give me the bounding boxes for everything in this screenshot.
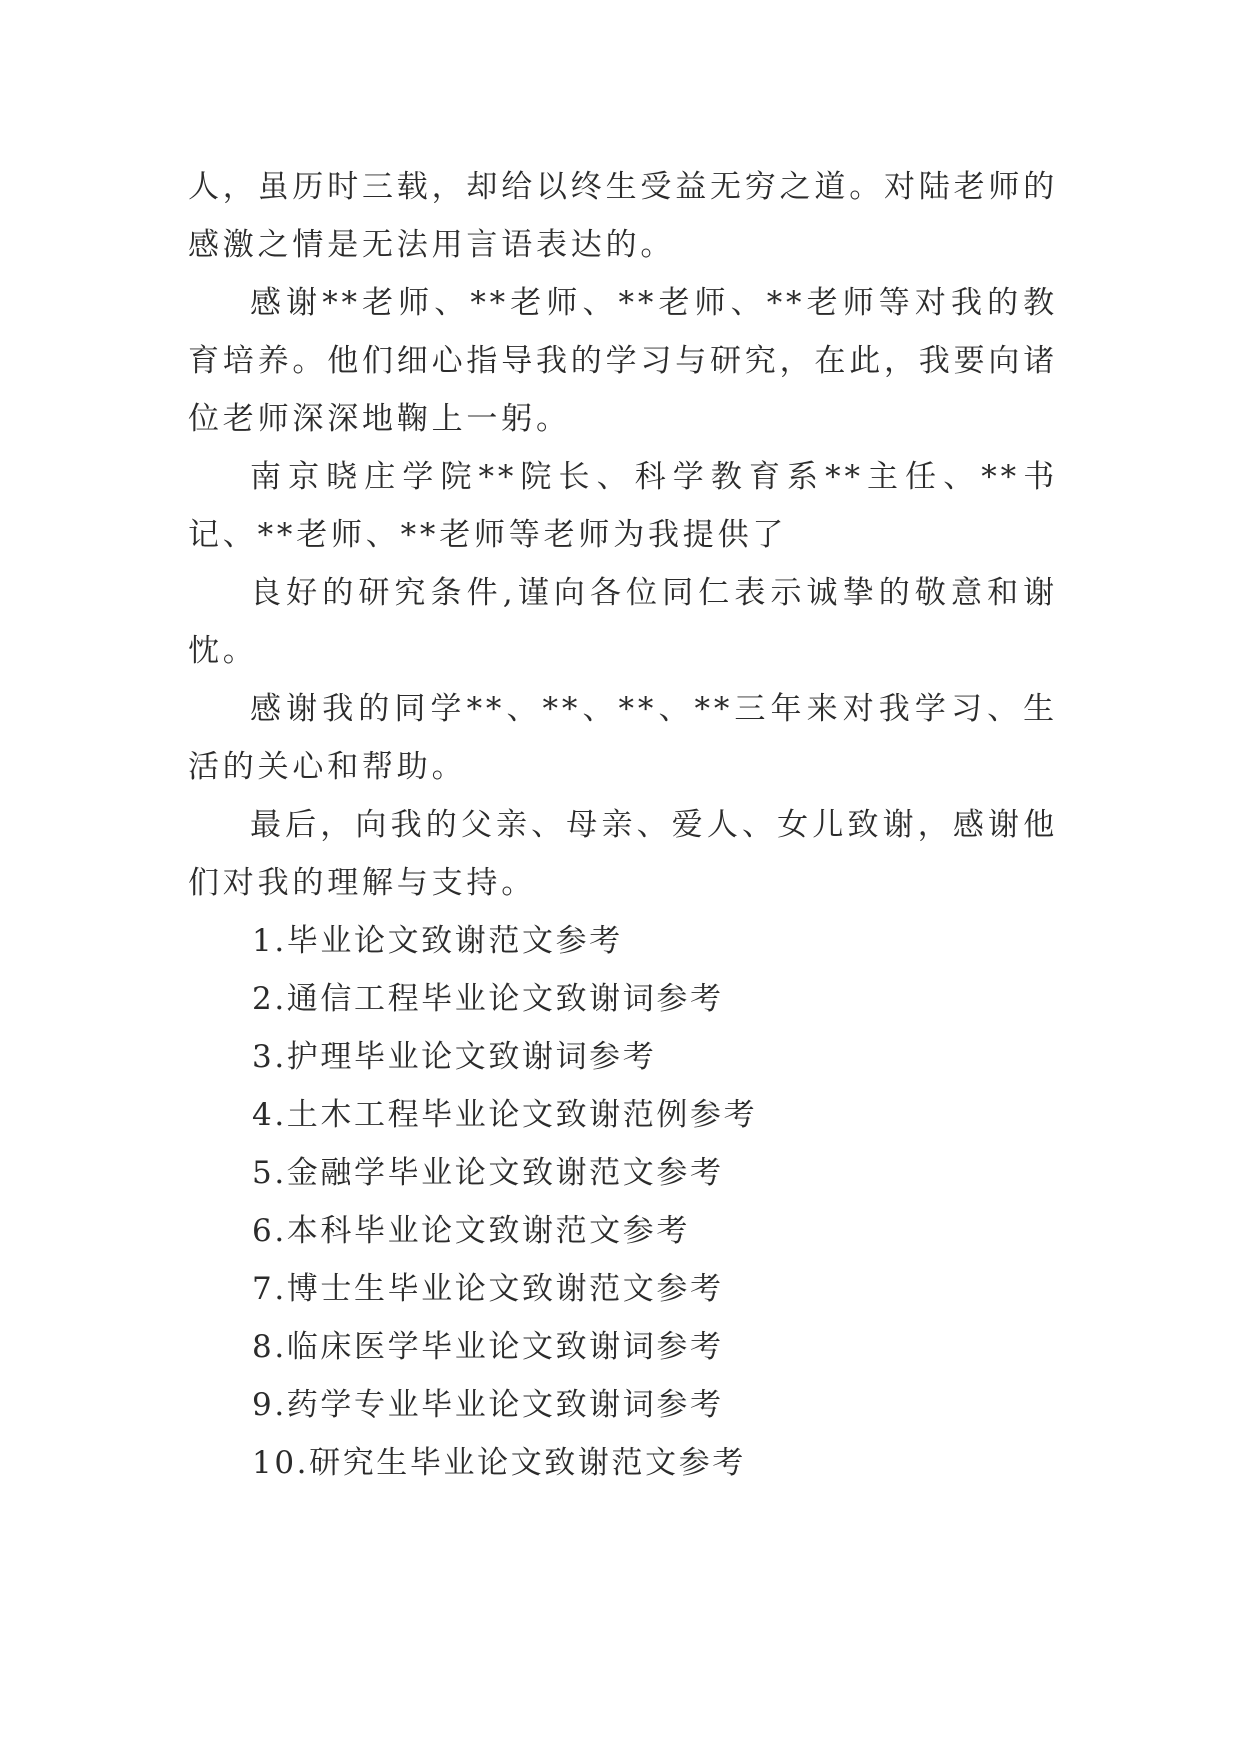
reference-item: 1.毕业论文致谢范文参考	[252, 923, 623, 959]
reference-item: 3.护理毕业论文致谢词参考	[252, 1039, 657, 1075]
paragraph-thanks-teachers: 感谢**老师、**老师、**老师、**老师等对我的教育培养。他们细心指导我的学习与研究，在此，我要向诸位老师深深地鞠上一躬。	[188, 285, 1058, 437]
reference-item: 7.博士生毕业论文致谢范文参考	[252, 1271, 724, 1307]
reference-item: 8.临床医学毕业论文致谢词参考	[252, 1329, 724, 1365]
reference-item: 4.土木工程毕业论文致谢范例参考	[252, 1097, 758, 1133]
paragraph-research-conditions: 良好的研究条件,谨向各位同仁表示诚挚的敬意和谢忱。	[188, 575, 1058, 669]
reference-item: 6.本科毕业论文致谢范文参考	[252, 1213, 690, 1249]
reference-item: 10.研究生毕业论文致谢范文参考	[252, 1445, 746, 1481]
reference-item: 9.药学专业毕业论文致谢词参考	[252, 1387, 724, 1423]
paragraph-thanks-college: 南京晓庄学院**院长、科学教育系**主任、**书记、**老师、**老师等老师为我提供了	[188, 459, 1058, 553]
document-body	[188, 158, 1058, 1492]
reference-list	[188, 912, 1058, 1492]
paragraph-continuation: 人，虽历时三载，却给以终生受益无穷之道。对陆老师的感激之情是无法用言语表达的。	[188, 169, 1058, 263]
reference-item: 5.金融学毕业论文致谢范文参考	[252, 1155, 724, 1191]
paragraph-thanks-family: 最后，向我的父亲、母亲、爱人、女儿致谢，感谢他们对我的理解与支持。	[188, 807, 1058, 901]
reference-item: 2.通信工程毕业论文致谢词参考	[252, 981, 724, 1017]
paragraph-thanks-classmates: 感谢我的同学**、**、**、**三年来对我学习、生活的关心和帮助。	[188, 691, 1058, 785]
